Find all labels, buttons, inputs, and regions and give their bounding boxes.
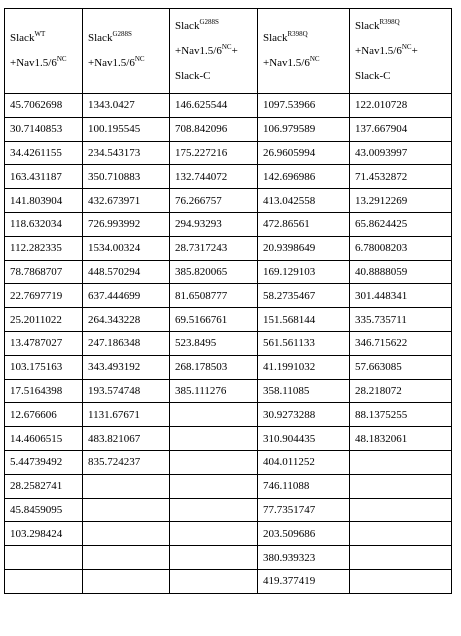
table-row bbox=[5, 308, 452, 332]
table-cell: 561.561133 bbox=[258, 331, 350, 355]
header-line bbox=[355, 64, 451, 89]
table-row bbox=[5, 474, 452, 498]
table-cell: 13.4787027 bbox=[5, 331, 83, 355]
table-cell: 301.448341 bbox=[350, 284, 452, 308]
table-cell: 100.195545 bbox=[83, 117, 170, 141]
table-cell bbox=[5, 546, 83, 570]
table-cell: 350.710883 bbox=[83, 165, 170, 189]
table-cell bbox=[170, 498, 258, 522]
table-cell: 1131.67671 bbox=[83, 403, 170, 427]
table-cell bbox=[83, 474, 170, 498]
table-row bbox=[5, 403, 452, 427]
table-cell: 472.86561 bbox=[258, 212, 350, 236]
header-superscript: WT bbox=[34, 30, 46, 38]
header-text: Slack bbox=[263, 32, 288, 44]
table-cell: 175.227216 bbox=[170, 141, 258, 165]
table-cell: 43.0093997 bbox=[350, 141, 452, 165]
table-cell: 76.266757 bbox=[170, 189, 258, 213]
header-superscript: NC bbox=[221, 42, 232, 51]
table-cell: 169.129103 bbox=[258, 260, 350, 284]
table-cell: 137.667904 bbox=[350, 117, 452, 141]
table-row bbox=[5, 94, 452, 118]
table-cell: 358.11085 bbox=[258, 379, 350, 403]
table-cell: 30.7140853 bbox=[5, 117, 83, 141]
table-row bbox=[5, 189, 452, 213]
table-body bbox=[5, 94, 452, 594]
header-text: + bbox=[231, 44, 238, 57]
column-header bbox=[5, 9, 83, 94]
table-cell: 58.2735467 bbox=[258, 284, 350, 308]
table-cell bbox=[170, 427, 258, 451]
table-cell: 294.93293 bbox=[170, 212, 258, 236]
table-cell: 335.735711 bbox=[350, 308, 452, 332]
table-cell: 1343.0427 bbox=[83, 94, 170, 118]
table-row bbox=[5, 427, 452, 451]
header-superscript: NC bbox=[309, 55, 320, 63]
column-header bbox=[170, 9, 258, 94]
table-cell: 5.44739492 bbox=[5, 450, 83, 474]
table-cell: 122.010728 bbox=[350, 94, 452, 118]
header-text: +Nav1.5/6 bbox=[88, 57, 135, 69]
table-cell: 637.444699 bbox=[83, 284, 170, 308]
table-row bbox=[5, 212, 452, 236]
header-line bbox=[10, 51, 82, 76]
table-cell: 404.011252 bbox=[258, 450, 350, 474]
header-text: Slack bbox=[355, 19, 380, 32]
header-line bbox=[175, 64, 257, 89]
header-superscript: NC bbox=[134, 55, 145, 63]
table-row bbox=[5, 450, 452, 474]
table-cell bbox=[350, 474, 452, 498]
table-cell: 71.4532872 bbox=[350, 165, 452, 189]
header-line bbox=[10, 26, 82, 51]
header-superscript: R398Q bbox=[379, 17, 400, 26]
header-text: Slack bbox=[88, 32, 113, 44]
table-cell: 28.7317243 bbox=[170, 236, 258, 260]
table-cell: 726.993992 bbox=[83, 212, 170, 236]
table-cell bbox=[83, 522, 170, 546]
table-row bbox=[5, 284, 452, 308]
table-cell: 151.568144 bbox=[258, 308, 350, 332]
table-cell: 40.8888059 bbox=[350, 260, 452, 284]
header-text: Slack bbox=[175, 19, 200, 32]
table-cell: 25.2011022 bbox=[5, 308, 83, 332]
table-cell: 12.676606 bbox=[5, 403, 83, 427]
table-cell: 142.696986 bbox=[258, 165, 350, 189]
header-text: Slack-C bbox=[355, 69, 391, 82]
table-cell: 34.4261155 bbox=[5, 141, 83, 165]
table-cell: 413.042558 bbox=[258, 189, 350, 213]
column-header bbox=[83, 9, 170, 94]
table-cell: 1097.53966 bbox=[258, 94, 350, 118]
table-row bbox=[5, 236, 452, 260]
table-cell bbox=[170, 450, 258, 474]
table-cell: 118.632034 bbox=[5, 212, 83, 236]
table-row bbox=[5, 522, 452, 546]
table-cell: 28.2582741 bbox=[5, 474, 83, 498]
header-text: +Nav1.5/6 bbox=[175, 44, 222, 57]
table-cell: 1534.00324 bbox=[83, 236, 170, 260]
table-cell: 57.663085 bbox=[350, 355, 452, 379]
column-header bbox=[350, 9, 452, 94]
table-cell: 708.842096 bbox=[170, 117, 258, 141]
table-cell bbox=[350, 450, 452, 474]
table-cell: 141.803904 bbox=[5, 189, 83, 213]
table-cell: 20.9398649 bbox=[258, 236, 350, 260]
table-cell: 483.821067 bbox=[83, 427, 170, 451]
header-superscript: R398Q bbox=[287, 30, 308, 38]
table-cell bbox=[350, 569, 452, 593]
table-cell: 17.5164398 bbox=[5, 379, 83, 403]
table-cell: 132.744072 bbox=[170, 165, 258, 189]
header-text: Slack-C bbox=[175, 69, 211, 82]
table-cell: 234.543173 bbox=[83, 141, 170, 165]
table-cell: 65.8624425 bbox=[350, 212, 452, 236]
table-cell: 14.4606515 bbox=[5, 427, 83, 451]
table-cell: 28.218072 bbox=[350, 379, 452, 403]
table-cell: 310.904435 bbox=[258, 427, 350, 451]
header-line bbox=[88, 26, 169, 51]
table-cell bbox=[83, 569, 170, 593]
table-cell bbox=[83, 546, 170, 570]
table-row bbox=[5, 331, 452, 355]
table-cell: 78.7868707 bbox=[5, 260, 83, 284]
table-cell: 448.570294 bbox=[83, 260, 170, 284]
header-superscript: G288S bbox=[199, 17, 219, 26]
header-text: + bbox=[411, 44, 418, 57]
table-cell: 419.377419 bbox=[258, 569, 350, 593]
table-cell: 346.715622 bbox=[350, 331, 452, 355]
table-row bbox=[5, 355, 452, 379]
table-cell: 30.9273288 bbox=[258, 403, 350, 427]
header-superscript: NC bbox=[56, 55, 67, 63]
table-cell: 268.178503 bbox=[170, 355, 258, 379]
header-text: +Nav1.5/6 bbox=[355, 44, 402, 57]
table-cell: 746.11088 bbox=[258, 474, 350, 498]
table-cell: 343.493192 bbox=[83, 355, 170, 379]
table-cell bbox=[170, 403, 258, 427]
table-cell: 13.2912269 bbox=[350, 189, 452, 213]
header-line bbox=[263, 51, 349, 76]
header-line bbox=[175, 39, 257, 64]
table-cell bbox=[170, 569, 258, 593]
table-cell: 264.343228 bbox=[83, 308, 170, 332]
table-cell: 103.298424 bbox=[5, 522, 83, 546]
table-cell: 6.78008203 bbox=[350, 236, 452, 260]
table-cell: 385.111276 bbox=[170, 379, 258, 403]
header-superscript: NC bbox=[401, 42, 412, 51]
table-cell: 69.5166761 bbox=[170, 308, 258, 332]
table-cell: 88.1375255 bbox=[350, 403, 452, 427]
table-cell: 77.7351747 bbox=[258, 498, 350, 522]
table-cell: 103.175163 bbox=[5, 355, 83, 379]
table-cell: 45.8459095 bbox=[5, 498, 83, 522]
table-cell bbox=[350, 498, 452, 522]
table-cell: 163.431187 bbox=[5, 165, 83, 189]
table-cell: 146.625544 bbox=[170, 94, 258, 118]
table-cell: 193.574748 bbox=[83, 379, 170, 403]
table-cell: 385.820065 bbox=[170, 260, 258, 284]
table-cell bbox=[170, 546, 258, 570]
header-line bbox=[355, 39, 451, 64]
data-table bbox=[4, 8, 452, 594]
header-line bbox=[263, 26, 349, 51]
table-cell bbox=[170, 474, 258, 498]
table-cell: 106.979589 bbox=[258, 117, 350, 141]
table-cell: 247.186348 bbox=[83, 331, 170, 355]
table-cell bbox=[170, 522, 258, 546]
table-cell: 203.509686 bbox=[258, 522, 350, 546]
table-cell: 112.282335 bbox=[5, 236, 83, 260]
header-line bbox=[355, 14, 451, 39]
table-row bbox=[5, 546, 452, 570]
table-cell: 81.6508777 bbox=[170, 284, 258, 308]
table-cell: 41.1991032 bbox=[258, 355, 350, 379]
column-header bbox=[258, 9, 350, 94]
table-cell: 48.1832061 bbox=[350, 427, 452, 451]
table-cell: 523.8495 bbox=[170, 331, 258, 355]
table-row bbox=[5, 498, 452, 522]
header-superscript: G288S bbox=[112, 30, 132, 38]
table-cell: 26.9605994 bbox=[258, 141, 350, 165]
header-line bbox=[88, 51, 169, 76]
header-line bbox=[175, 14, 257, 39]
table-row bbox=[5, 379, 452, 403]
table-row bbox=[5, 569, 452, 593]
table-cell bbox=[350, 546, 452, 570]
header-text: Slack bbox=[10, 32, 35, 44]
header-row bbox=[5, 9, 452, 94]
table-row bbox=[5, 117, 452, 141]
header-text: +Nav1.5/6 bbox=[10, 57, 57, 69]
table-cell: 432.673971 bbox=[83, 189, 170, 213]
table-row bbox=[5, 141, 452, 165]
table-cell bbox=[5, 569, 83, 593]
header-text: +Nav1.5/6 bbox=[263, 57, 310, 69]
table-cell: 380.939323 bbox=[258, 546, 350, 570]
table-cell bbox=[83, 498, 170, 522]
table-cell bbox=[350, 522, 452, 546]
table-cell: 45.7062698 bbox=[5, 94, 83, 118]
table-row bbox=[5, 165, 452, 189]
table-cell: 835.724237 bbox=[83, 450, 170, 474]
table-cell: 22.7697719 bbox=[5, 284, 83, 308]
table-row bbox=[5, 260, 452, 284]
